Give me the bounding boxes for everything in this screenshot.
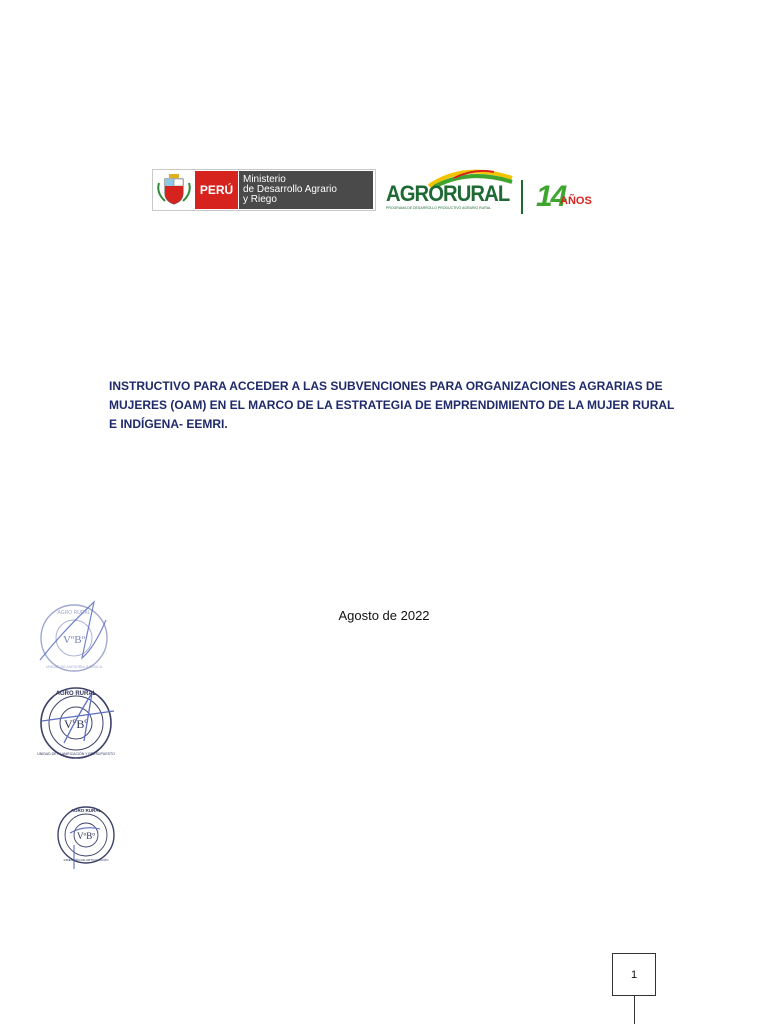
svg-text:AGRO RURAL: AGRO RURAL bbox=[55, 691, 97, 697]
header-logos bbox=[152, 166, 612, 216]
document-date: Agosto de 2022 bbox=[338, 608, 430, 623]
svg-text:DIRECCIÓN DE ARTICULACIÓN: DIRECCIÓN DE ARTICULACIÓN bbox=[63, 858, 109, 862]
ministry-logo bbox=[152, 169, 376, 211]
ministry-line-1: Ministerio bbox=[243, 174, 286, 185]
ministry-name bbox=[239, 171, 373, 209]
title-line-2: MUJERES (OAM) EN EL MARCO DE LA ESTRATEGIA DE EMPRENDIMIENTO DE LA MUJER RURAL bbox=[109, 398, 675, 412]
anniversary-word: AÑOS bbox=[560, 195, 592, 207]
logo-divider bbox=[521, 180, 523, 214]
agrorural-logo bbox=[384, 166, 514, 216]
agrorural-tagline: PROGRAMA DE DESARROLLO PRODUCTIVO AGRARIO RURAL bbox=[386, 206, 492, 210]
anniversary-number: 14 bbox=[536, 180, 566, 213]
svg-text:VºBº: VºBº bbox=[63, 717, 89, 731]
ministry-line-3: y Riego bbox=[243, 194, 277, 205]
page-number-line bbox=[634, 996, 635, 1024]
svg-text:AGRO RURAL: AGRO RURAL bbox=[57, 610, 91, 616]
peru-label: PERÚ bbox=[195, 171, 238, 209]
svg-text:UNIDAD DE ASESORÍA JURÍDICA: UNIDAD DE ASESORÍA JURÍDICA bbox=[45, 665, 103, 669]
peru-coat-of-arms-icon bbox=[155, 171, 193, 209]
svg-text:VºBº: VºBº bbox=[76, 831, 96, 841]
approval-stamp-3 bbox=[50, 803, 120, 869]
anniversary-logo bbox=[536, 180, 606, 214]
svg-text:UNIDAD DE PLANIFICACIÓN Y PRES: UNIDAD DE PLANIFICACIÓN Y PRESUPUESTO bbox=[37, 752, 115, 756]
agrorural-wordmark: AGRORURAL bbox=[386, 181, 510, 206]
document-title bbox=[109, 377, 675, 434]
svg-text:AGRO RURAL: AGRO RURAL bbox=[70, 808, 102, 813]
ministry-line-2: de Desarrollo Agrario bbox=[243, 184, 337, 195]
svg-text:VºBº: VºBº bbox=[62, 634, 86, 646]
title-line-3: E INDÍGENA- EEMRI. bbox=[109, 417, 228, 431]
title-line-1: INSTRUCTIVO PARA ACCEDER A LAS SUBVENCIONES PARA ORGANIZACIONES AGRARIAS DE bbox=[109, 379, 663, 393]
approval-stamp-2 bbox=[34, 683, 118, 763]
approval-stamp-1 bbox=[34, 600, 114, 676]
page-number: 1 bbox=[612, 953, 656, 996]
